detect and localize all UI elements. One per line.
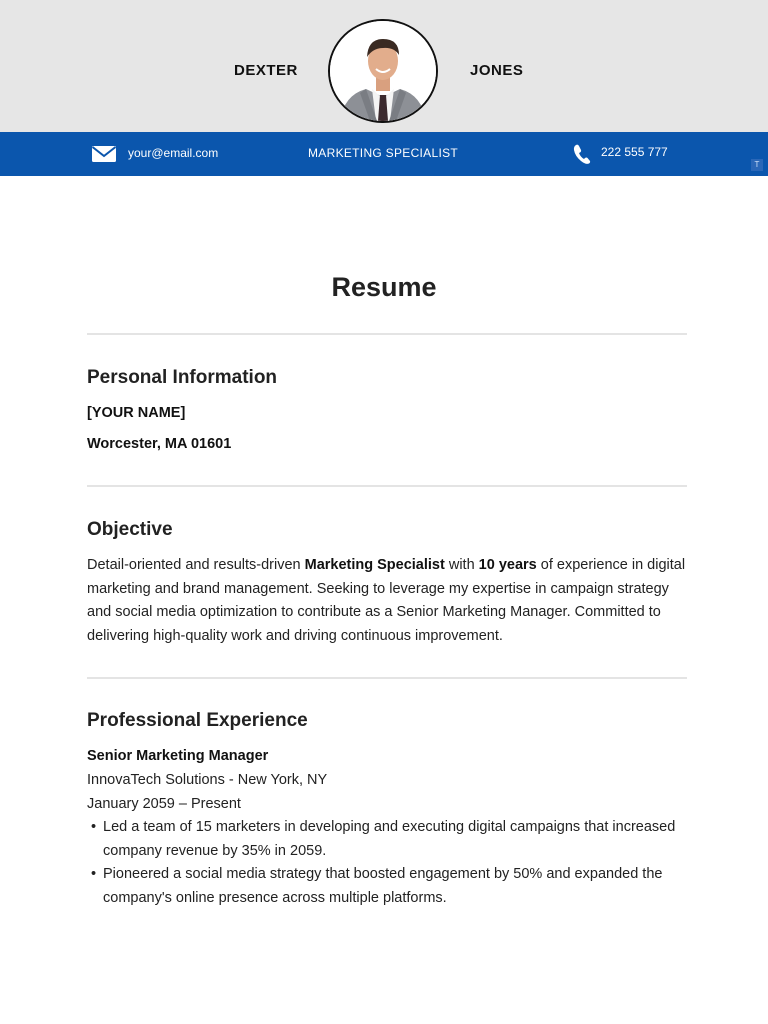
job-role: Senior Marketing Manager (87, 748, 269, 764)
last-name: JONES (470, 62, 524, 79)
person-portrait-icon (330, 21, 436, 121)
list-item: • Led a team of 15 marketers in developing and executing digital campaigns that increased company revenue by 35% in 2059. (91, 819, 676, 859)
first-name: DEXTER (234, 62, 298, 79)
objective-years-highlight: 10 years (478, 557, 537, 573)
section-divider (87, 333, 687, 335)
personal-location: Worcester, MA 01601 (87, 436, 232, 452)
job-title: MARKETING SPECIALIST (308, 146, 459, 160)
section-divider (87, 677, 687, 679)
job-achievements-list (87, 816, 687, 911)
job-company: InnovaTech Solutions - New York, NY (87, 772, 328, 788)
experience-heading: Professional Experience (87, 710, 308, 731)
phone-number: 222 555 777 (601, 145, 668, 159)
objective-role-highlight: Marketing Specialist (304, 557, 445, 573)
section-divider (87, 485, 687, 487)
objective-heading: Objective (87, 519, 173, 540)
objective-paragraph: Detail-oriented and results-driven Marketing Specialist with 10 years of experience in digital marketing and brand management. Seeking to leverage my expertise in campaign strategy and social media optimization to contribute as a Senior Marketing Manager. Committed to delivering high-quality work and driving continuous improvement. (87, 557, 686, 645)
contact-bar (0, 132, 768, 176)
personal-name: [YOUR NAME] (87, 405, 186, 421)
list-item: • Pioneered a social media strategy that boosted engagement by 50% and expanded the company's online presence across multiple platforms. (91, 866, 663, 907)
job-dates: January 2059 – Present (87, 796, 241, 812)
document-title: Resume (331, 272, 437, 302)
email-address: your@email.com (128, 146, 219, 160)
envelope-icon (91, 144, 117, 164)
phone-handset-icon (572, 143, 592, 165)
personal-info-heading: Personal Information (87, 367, 278, 388)
corner-badge: T (751, 159, 763, 171)
profile-photo (328, 19, 438, 123)
